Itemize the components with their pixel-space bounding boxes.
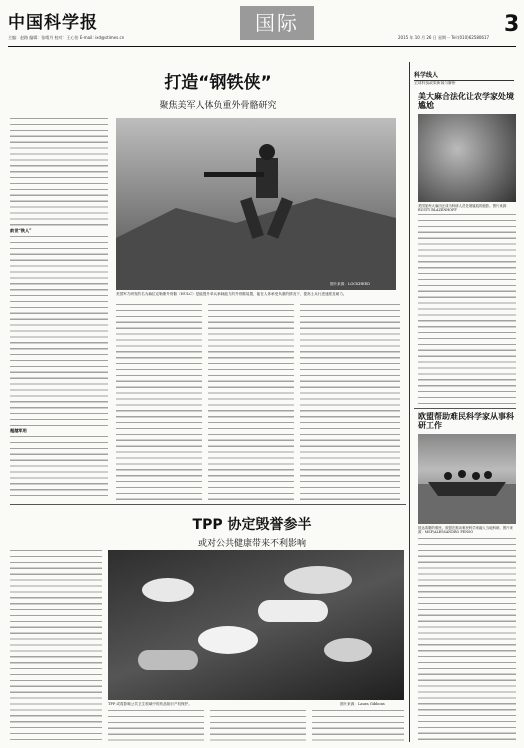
- refugee-boat-photo: [418, 434, 516, 524]
- exoskeleton-photo: [116, 118, 396, 290]
- story2-body-col3: [210, 710, 306, 744]
- issue-date: 2015 年 10 月 26 日 星期一 Tel:(010)62580617: [398, 35, 490, 40]
- newspaper-logo: 中国科学报: [8, 13, 98, 33]
- story1-subhead-1: 前世“铁人”: [10, 228, 32, 233]
- story1-body-col2: [116, 304, 202, 500]
- soldier-illustration: [116, 118, 396, 290]
- story2-headline: TPP 协定毁誉参半: [192, 517, 312, 533]
- story1-subhead-2: 超越军用: [10, 428, 27, 433]
- column-divider: [409, 62, 410, 742]
- page-number: 3: [504, 12, 520, 37]
- story2-body-col4: [312, 710, 404, 744]
- pills-photo: [108, 550, 404, 700]
- story1-subheadline: 聚焦美军人体负重外骨骼研究: [159, 101, 277, 111]
- section-banner: 国际: [240, 6, 314, 40]
- cannabis-photo: [418, 114, 516, 202]
- story2-body-col1: [10, 550, 102, 742]
- right-column-section-sub: 全球科技政策新闻与解析: [414, 80, 456, 85]
- story1-body-col3: [208, 304, 294, 500]
- story1-photo-credit: 图片来源：LOCKHEED: [330, 282, 370, 286]
- story1-body-col4: [300, 304, 400, 500]
- boat-illustration: [418, 434, 516, 524]
- story1-photo-caption: 美国军方研发的名为赫拉克勒斯外骨骼（HULC）是能提升单兵承载能力的外骨骼装置，能在人体承受负重的情况下，提高士兵行进速度及耐力。: [116, 292, 347, 296]
- right-story2-headline: 欧盟帮助难民科学家从事科研工作: [418, 412, 514, 430]
- right-story1-headline: 美大麻合法化让农学家处境尴尬: [418, 92, 514, 110]
- right-story1-caption: 美国加州大麻田正成为科研人员处境尴尬的缩影。图片来源：RUSTY BLAZENHOFF: [418, 204, 510, 212]
- story1-headline: 打造“钢铁侠”: [164, 73, 272, 93]
- right-column-section-head: 科学线人: [414, 70, 514, 81]
- right-story1-body: [418, 214, 516, 406]
- story2-photo-caption: TPP 或将影响公共卫生领域中的药品知识产权保护。: [108, 702, 192, 706]
- story2-photo-credit: 图片来源：Laura Gibbons: [340, 702, 385, 706]
- masthead: [8, 6, 520, 47]
- story-separator: [10, 504, 406, 505]
- right-story-separator: [414, 408, 516, 409]
- pills-illustration: [108, 550, 404, 700]
- story1-body-col1b: [10, 236, 108, 426]
- editor-info: 主编：赵路 编辑：张晴丹 校对：王心怡 E-mail: ixd@stimes.cn: [8, 35, 125, 40]
- story1-body-col1a: [10, 118, 108, 226]
- story1-body-col1c: [10, 436, 108, 500]
- story2-body-col2: [108, 710, 204, 744]
- story2-subheadline: 或对公共健康带来不利影响: [197, 539, 306, 549]
- right-story2-caption: 抵达希腊的难民。欧盟在推动难民科学家融入当地科研。图片来源：MSF/ALESSANDRO PENSO: [418, 526, 513, 534]
- right-story2-body: [418, 538, 516, 742]
